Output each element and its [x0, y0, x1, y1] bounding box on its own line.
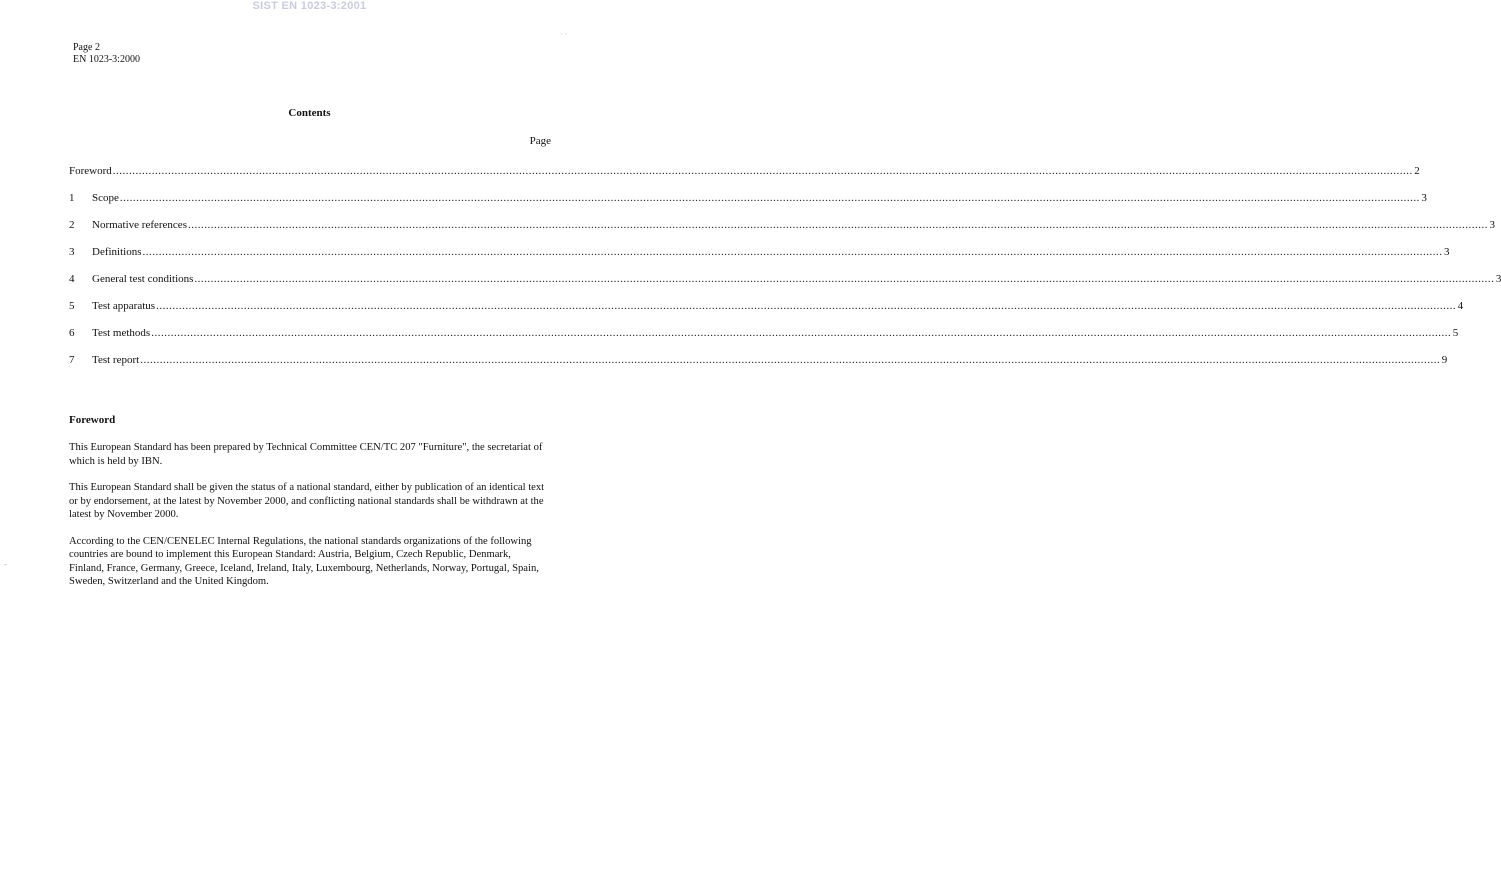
toc-entry-page: 3	[1489, 219, 1495, 231]
toc-entry-page: 2	[1414, 165, 1420, 177]
toc-entry-title: Definitions	[92, 246, 142, 258]
standard-id: EN 1023-3:2000	[73, 54, 140, 65]
toc-entry-title: Test report	[92, 354, 140, 366]
toc-entry-title: Test methods	[92, 327, 151, 339]
foreword-paragraph: This European Standard shall be given the status of a national standard, either by publication of an identical text or by endorsement, at the latest by November 2000, and conflicting national standards shall be withdrawn at the latest by November 2000.	[69, 482, 545, 520]
toc-leader-dots: ................................................................................................................................................................................................................................................................................................................................................................................................................	[112, 165, 1413, 177]
toc-entry[interactable]	[69, 192, 1427, 219]
toc-entry-number: 3	[69, 246, 75, 258]
table-of-contents	[69, 165, 1501, 381]
toc-leader-dots: ................................................................................................................................................................................................................................................................................................................................................................................................................	[119, 192, 1420, 204]
toc-entry[interactable]	[69, 327, 1459, 354]
toc-entry-page: 9	[1441, 354, 1448, 366]
toc-entry-title: Test apparatus	[92, 300, 156, 312]
toc-entry-number: 7	[69, 354, 75, 366]
toc-entry-page: 3	[1421, 192, 1427, 204]
contents-heading: Contents	[288, 107, 331, 119]
foreword-paragraph: This European Standard has been prepared by Technical Committee CEN/TC 207 "Furniture", the secretariat of which is held by IBN.	[69, 442, 543, 467]
toc-entry[interactable]	[69, 300, 1464, 327]
toc-leader-dots: ................................................................................................................................................................................................................................................................................................................................................................................................................	[140, 354, 1441, 366]
toc-entry-number: 4	[69, 273, 75, 285]
page-column-label: Page	[529, 135, 551, 147]
toc-entry-page: 4	[1457, 300, 1464, 312]
toc-entry-title: General test conditions	[92, 273, 194, 285]
toc-entry-number: 5	[69, 300, 75, 312]
toc-entry-page: 5	[1452, 327, 1459, 339]
toc-entry-page: 3	[1444, 246, 1450, 258]
page-number: Page 2	[73, 42, 100, 53]
toc-entry[interactable]	[69, 246, 1450, 273]
toc-entry-number: 6	[69, 327, 75, 339]
scan-artifact: ˙ ˙	[560, 32, 568, 41]
toc-leader-dots: ................................................................................................................................................................................................................................................................................................................................................................................................................	[142, 246, 1443, 258]
toc-entry[interactable]	[69, 273, 1501, 300]
toc-leader-dots: ................................................................................................................................................................................................................................................................................................................................................................................................................	[151, 327, 1452, 339]
toc-leader-dots: ................................................................................................................................................................................................................................................................................................................................................................................................................	[194, 273, 1495, 285]
toc-leader-dots: ................................................................................................................................................................................................................................................................................................................................................................................................................	[187, 219, 1488, 231]
toc-entry[interactable]	[69, 219, 1495, 246]
toc-leader-dots: ................................................................................................................................................................................................................................................................................................................................................................................................................	[156, 300, 1457, 312]
toc-entry-title: Scope	[92, 192, 119, 204]
foreword-body	[69, 441, 547, 602]
toc-entry[interactable]	[69, 165, 1420, 192]
toc-entry-title: Normative references	[92, 219, 187, 231]
page-header	[73, 42, 140, 66]
toc-entry-page: 3	[1495, 273, 1501, 285]
toc-entry-title: Foreword	[69, 165, 112, 177]
foreword-paragraph: According to the CEN/CENELEC Internal Regulations, the national standards organizations of the following countries are bound to implement this European Standard: Austria, Belgium, Czech Republic, Denmark, Finland, France, Germany, Greece, Iceland, Ireland, Italy, Luxembourg, Netherlands, Norway, Portugal, Spain, Sweden, Switzerland and the United Kingdom.	[69, 535, 539, 587]
toc-entry[interactable]	[69, 354, 1448, 381]
toc-entry-number: 1	[69, 192, 75, 204]
scan-artifact: -	[4, 560, 7, 569]
document-watermark: SIST EN 1023-3:2001	[252, 0, 367, 12]
foreword-heading: Foreword	[69, 414, 116, 426]
toc-entry-number: 2	[69, 219, 75, 231]
